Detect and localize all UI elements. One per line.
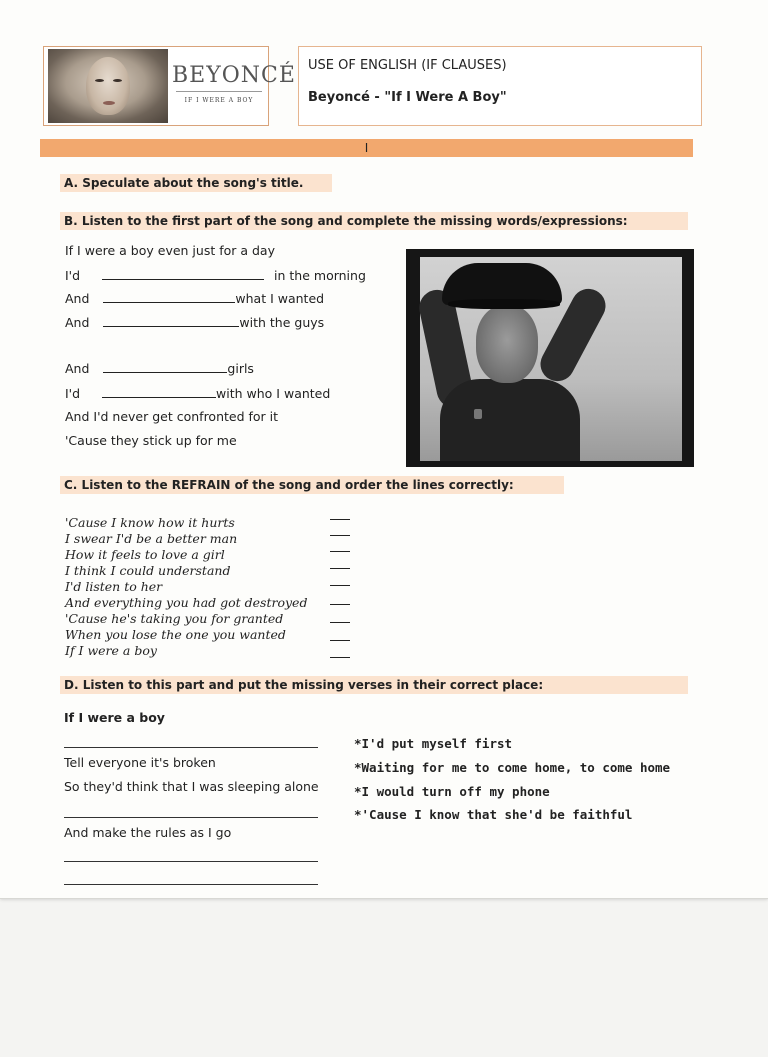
singer-police-costume-photo — [406, 249, 694, 467]
part-d-heading: D. Listen to this part and put the missing verses in their correct place: — [60, 676, 688, 694]
fill-in-blank[interactable] — [103, 316, 239, 327]
missing-verse-option: *Waiting for me to come home, to come home — [354, 760, 671, 775]
album-cover-banner — [43, 46, 296, 126]
photo-uniform — [440, 379, 580, 461]
order-number-blank[interactable] — [330, 622, 350, 623]
fill-in-blank[interactable] — [103, 362, 227, 373]
portrait-lips — [103, 101, 115, 105]
refrain-line: I'd listen to her — [65, 579, 163, 594]
portrait-face — [86, 57, 130, 115]
refrain-line: How it feels to love a girl — [65, 547, 225, 562]
page-edge — [0, 898, 768, 899]
refrain-line: And everything you had got destroyed — [65, 595, 308, 610]
order-number-blank[interactable] — [330, 585, 350, 586]
portrait-eye-right — [113, 79, 122, 82]
part-a-heading: A. Speculate about the song's title. — [60, 174, 332, 192]
logo-divider — [176, 91, 262, 92]
refrain-line: When you lose the one you wanted — [65, 627, 286, 642]
part-b-heading: B. Listen to the first part of the song and complete the missing words/expressions: — [60, 212, 688, 230]
answer-line[interactable] — [64, 817, 318, 818]
fill-in-blank[interactable] — [102, 387, 216, 398]
missing-verse-option: *I would turn off my phone — [354, 784, 550, 799]
order-number-blank[interactable] — [330, 640, 350, 641]
refrain-line: If I were a boy — [65, 643, 157, 658]
fill-in-blank[interactable] — [103, 292, 235, 303]
lyric-line: And with the guys — [65, 315, 325, 330]
lyric-line: And what I wanted — [65, 291, 325, 306]
worksheet-topic: USE OF ENGLISH (IF CLAUSES) — [308, 58, 507, 73]
lyric-line: 'Cause they stick up for me — [65, 433, 237, 448]
refrain-line: I think I could understand — [65, 563, 231, 578]
fill-in-blank[interactable] — [102, 269, 264, 280]
title-box — [298, 46, 702, 126]
verse-line: So they'd think that I was sleeping alone — [64, 779, 319, 794]
order-number-blank[interactable] — [330, 519, 350, 520]
answer-line[interactable] — [64, 884, 318, 885]
verse-line: Tell everyone it's broken — [64, 755, 216, 770]
singer-portrait-image — [48, 49, 168, 123]
lyric-line: I'd with who I wanted — [65, 386, 331, 401]
answer-line[interactable] — [64, 861, 318, 862]
order-number-blank[interactable] — [330, 535, 350, 536]
verse-line: And make the rules as I go — [64, 825, 232, 840]
refrain-line: I swear I'd be a better man — [65, 531, 238, 546]
refrain-line: 'Cause I know how it hurts — [65, 515, 235, 530]
photo-head — [476, 305, 538, 383]
order-number-blank[interactable] — [330, 551, 350, 552]
lyric-line: I'd in the morning — [65, 268, 366, 283]
part-c-heading: C. Listen to the REFRAIN of the song and order the lines correctly: — [60, 476, 564, 494]
missing-verse-option: *I'd put myself first — [354, 736, 513, 751]
section-number-bar: I — [40, 139, 693, 157]
verse-intro: If I were a boy — [64, 710, 165, 725]
order-number-blank[interactable] — [330, 604, 350, 605]
lyric-line: And girls — [65, 361, 254, 376]
order-number-blank[interactable] — [330, 568, 350, 569]
album-logo-subtitle: IF I WERE A BOY — [184, 97, 254, 104]
song-title: Beyoncé - "If I Were A Boy" — [308, 90, 507, 105]
answer-line[interactable] — [64, 747, 318, 748]
lyric-line: And I'd never get confronted for it — [65, 409, 279, 424]
order-number-blank[interactable] — [330, 657, 350, 658]
refrain-line: 'Cause he's taking you for granted — [65, 611, 284, 626]
lyric-line: If I were a boy even just for a day — [65, 243, 275, 258]
album-logo-text: BEYONCÉ — [172, 63, 296, 88]
portrait-eye-left — [95, 79, 104, 82]
missing-verse-option: *'Cause I know that she'd be faithful — [354, 807, 633, 822]
photo-badge — [474, 409, 482, 419]
police-cap-brim — [448, 299, 560, 309]
